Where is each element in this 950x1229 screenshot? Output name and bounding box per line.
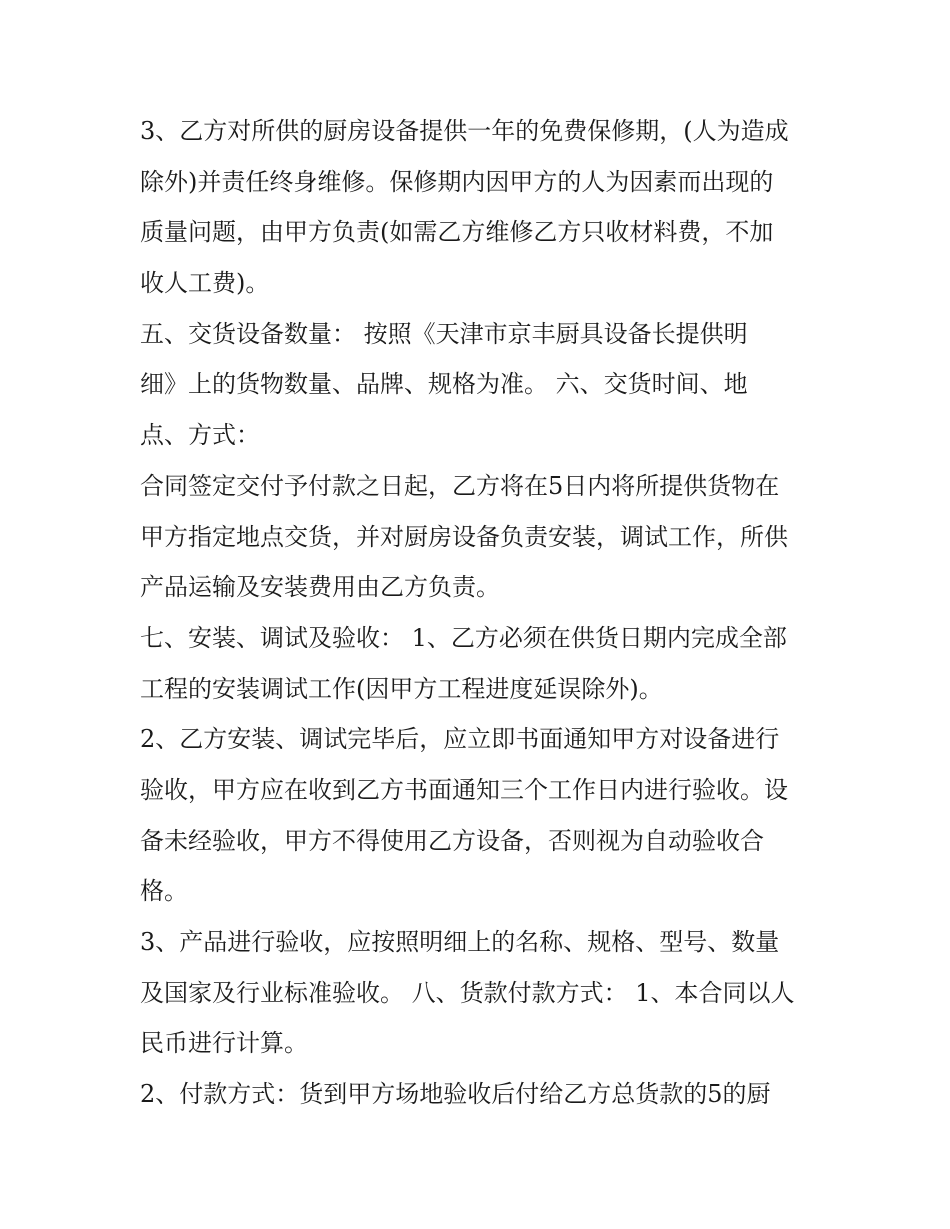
text-line: 五、交货设备数量： 按照《天津市京丰厨具设备长提供明: [140, 319, 748, 348]
text-line: 除外)并责任终身维修。保修期内因甲方的人为因素而出现的: [140, 167, 774, 196]
text-line: 工程的安装调试工作(因甲方工程进度延误除外)。: [140, 674, 663, 703]
text-line: 格。: [140, 877, 188, 906]
text-line: 产品运输及安装费用由乙方负责。: [140, 573, 500, 602]
text-line: 甲方指定地点交货，并对厨房设备负责安装，调试工作，所供: [140, 522, 788, 551]
text-line: 合同签定交付予付款之日起，乙方将在5日内将所提供货物在: [140, 471, 780, 500]
text-line: 2、乙方安装、调试完毕后，应立即书面通知甲方对设备进行: [140, 725, 780, 754]
text-line: 验收，甲方应在收到乙方书面通知三个工作日内进行验收。设: [140, 775, 788, 804]
text-line: 2、付款方式：货到甲方场地验收后付给乙方总货款的5的厨: [140, 1080, 771, 1109]
text-line: 3、乙方对所供的厨房设备提供一年的免费保修期，(人为造成: [140, 117, 789, 145]
text-line: 细》上的货物数量、品牌、规格为准。 六、交货时间、地: [140, 370, 748, 399]
text-line: 点、方式：: [140, 421, 260, 450]
text-line: 3、产品进行验收，应按照明细上的名称、规格、型号、数量: [140, 928, 780, 956]
text-line: 七、安装、调试及验收： 1、乙方必须在供货日期内完成全部: [140, 623, 787, 652]
text-line: 收人工费)。: [140, 269, 270, 298]
text-line: 民币进行计算。: [140, 1029, 308, 1058]
text-line: 及国家及行业标准验收。 八、货款付款方式： 1、本合同以人: [140, 978, 795, 1007]
text-line: 质量问题，由甲方负责(如需乙方维修乙方只收材料费，不加: [140, 218, 774, 247]
text-line: 备未经验收，甲方不得使用乙方设备，否则视为自动验收合: [140, 826, 764, 855]
document-body: [140, 106, 820, 1120]
